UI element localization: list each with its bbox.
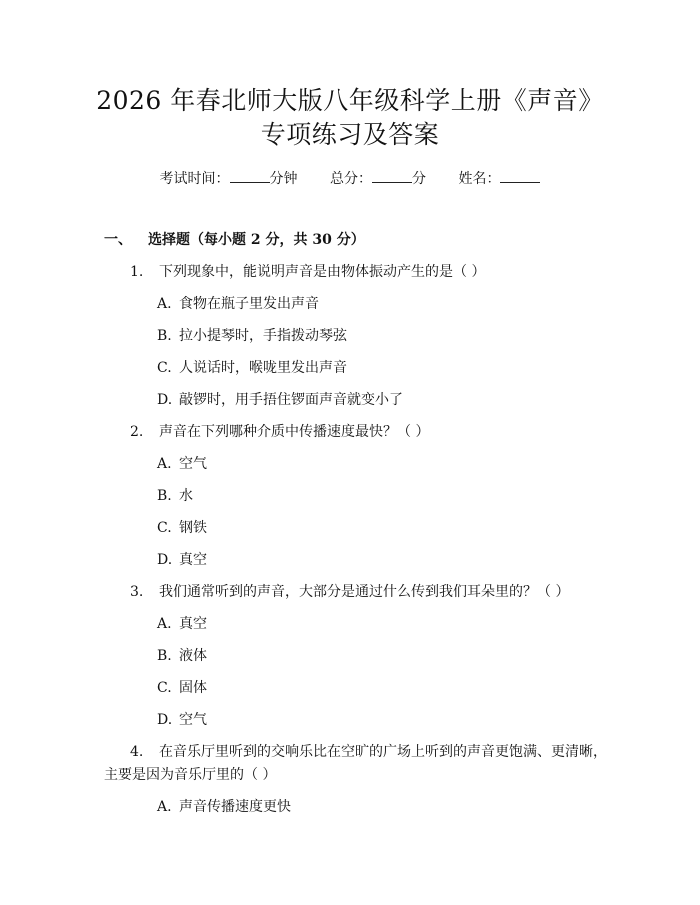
option-label: C. — [157, 360, 172, 376]
question-3-option-c — [157, 678, 207, 698]
option-text: 食物在瓶子里发出声音 — [179, 296, 319, 312]
question-1-option-d — [157, 390, 403, 410]
question-3-option-d — [157, 710, 207, 730]
section-heading — [104, 230, 365, 250]
option-text: 钢铁 — [179, 520, 207, 536]
option-label: D. — [157, 552, 173, 568]
option-label: A. — [157, 456, 172, 472]
question-4-option-a — [157, 797, 291, 817]
section-number: 一、 — [104, 232, 132, 248]
option-label: C. — [157, 680, 172, 696]
question-2-option-b — [157, 486, 193, 506]
question-text: 在音乐厅里听到的交响乐比在空旷的广场上听到的声音更饱满、更清晰， — [159, 744, 607, 760]
option-text: 空气 — [179, 456, 207, 472]
question-1-option-c — [157, 358, 347, 378]
question-number: 2. — [130, 424, 144, 440]
exam-name-label: 姓名： — [458, 171, 501, 187]
option-label: A. — [157, 616, 172, 632]
option-label: B. — [157, 328, 172, 344]
question-1 — [130, 262, 485, 282]
exam-score-field — [330, 168, 426, 189]
exam-name-field — [458, 168, 540, 189]
question-3-option-a — [157, 614, 207, 634]
option-text: 液体 — [179, 648, 207, 664]
question-2 — [130, 422, 429, 442]
option-label: B. — [157, 648, 172, 664]
exam-time-blank — [230, 168, 270, 183]
exam-score-unit: 分 — [412, 171, 426, 187]
option-text: 空气 — [179, 712, 207, 728]
option-label: A. — [157, 296, 172, 312]
option-text: 真空 — [179, 616, 207, 632]
option-text: 声音传播速度更快 — [179, 799, 291, 815]
question-2-option-c — [157, 518, 207, 538]
option-label: B. — [157, 488, 172, 504]
question-4-text-continued: 主要是因为音乐厅里的（ ） — [104, 767, 277, 783]
option-label: C. — [157, 520, 172, 536]
option-text: 固体 — [179, 680, 207, 696]
option-text: 敲锣时，用手捂住锣面声音就变小了 — [179, 392, 403, 408]
question-text: 声音在下列哪种介质中传播速度最快？（ ） — [159, 424, 430, 440]
question-number: 3. — [130, 584, 144, 600]
question-3-option-b — [157, 646, 207, 666]
question-2-option-d — [157, 550, 207, 570]
question-2-option-a — [157, 454, 207, 474]
option-label: D. — [157, 392, 173, 408]
option-text: 拉小提琴时，手指拨动琴弦 — [179, 328, 347, 344]
option-label: A. — [157, 799, 172, 815]
question-number: 4. — [130, 744, 144, 760]
exam-score-blank — [372, 168, 412, 183]
option-text: 水 — [179, 488, 193, 504]
exam-info-bar — [0, 168, 700, 189]
question-text: 下列现象中，能说明声音是由物体振动产生的是（ ） — [159, 264, 486, 280]
exam-time-label: 考试时间： — [159, 171, 230, 187]
option-text: 人说话时，喉咙里发出声音 — [179, 360, 347, 376]
question-text: 我们通常听到的声音，大部分是通过什么传到我们耳朵里的？（ ） — [159, 584, 570, 600]
question-1-option-b — [157, 326, 347, 346]
section-title: 选择题（每小题 2 分，共 30 分） — [148, 232, 365, 248]
exam-name-blank — [500, 168, 540, 183]
question-4 — [130, 742, 607, 762]
question-number: 1. — [130, 264, 144, 280]
option-label: D. — [157, 712, 173, 728]
exam-score-label: 总分： — [330, 171, 372, 187]
question-1-option-a — [157, 294, 319, 314]
document-title-line-1: 2026 年春北师大版八年级科学上册《声音》 — [96, 86, 604, 115]
exam-time-field — [160, 168, 298, 189]
option-text: 真空 — [179, 552, 207, 568]
document-title-line-2: 专项练习及答案 — [260, 120, 440, 149]
exam-time-unit: 分钟 — [269, 171, 298, 187]
question-3 — [130, 582, 569, 602]
